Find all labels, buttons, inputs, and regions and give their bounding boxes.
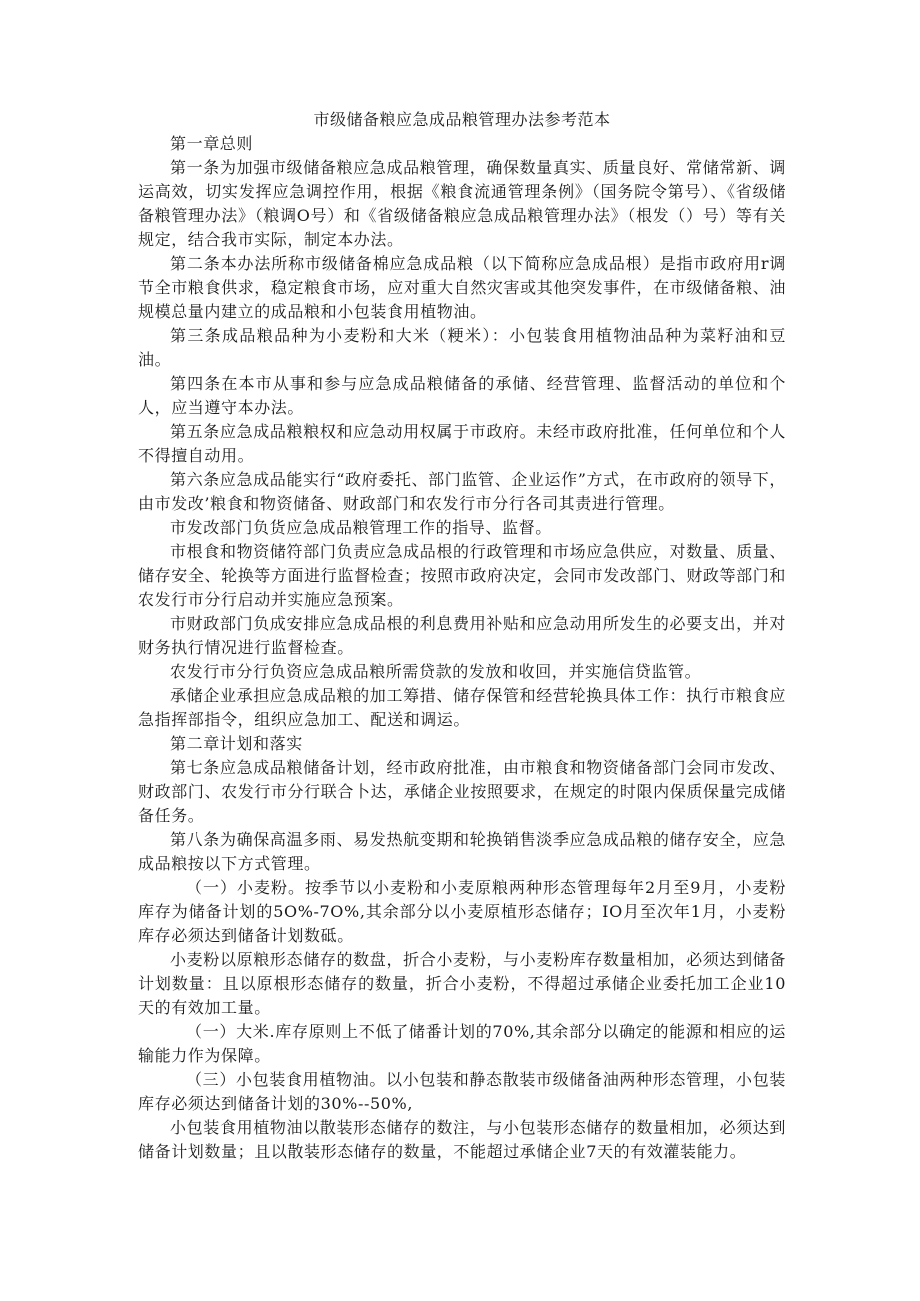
body-paragraph: 小麦粉以原粮形态储存的数盘，折合小麦粉，与小麦粉库存数量相加，必须达到储备计划数量：且以原根形态储存的数量，折合小麦粉，不得超过承储企业委托加工企业10天的有效加工量。 bbox=[138, 950, 786, 1017]
chapter-heading: 第一章总则 bbox=[170, 134, 254, 153]
body-paragraph: 市发改部门负货应急成品粮管理工作的指导、监督。 bbox=[170, 518, 552, 537]
body-paragraph: 承储企业承担应急成品粮的加工筹措、储存保管和经营轮换具体工作：执行市粮食应急指挥部指令，组织应急加工、配送和调运。 bbox=[138, 686, 786, 729]
body-paragraph: （一）小麦粉。按季节以小麦粉和小麦原粮两种形态管理每年2月至9月，小麦粉库存为储备计划的5O%-7O%,其余部分以小麦原植形态储存；IO月至次年1月，小麦粉库存必须达到储备计划数砥。 bbox=[138, 878, 786, 945]
body-paragraph: 第八条为确保高温多雨、易发热航变期和轮换销售淡季应急成品粮的储存安全，应急成品粮按以下方式管理。 bbox=[138, 830, 786, 873]
body-paragraph: 小包装食用植物油以散装形态储存的数注，与小包装形态储存的数量相加，必须达到储备计划数量；且以散装形态储存的数量，不能超过承储企业7天的有效灌装能力。 bbox=[138, 1118, 786, 1161]
body-paragraph: 第七条应急成品粮储备计划，经市政府批准，由市粮食和物资储备部门会同市发改、财政部门、农发行市分行联合卜达，承储企业按照要求，在规定的时限内保质保量完成储备任务。 bbox=[138, 758, 786, 825]
body-paragraph: 第三条成品粮品种为小麦粉和大米（粳米）：小包装食用植物油品种为菜籽油和豆油。 bbox=[138, 326, 786, 369]
body-paragraph: 第六条应急成品能实行“政府委托、部门监管、企业运作”方式，在市政府的领导下，由市发改’粮食和物资储备、财政部门和农发行市分行各司其责进行管理。 bbox=[138, 470, 786, 513]
body-paragraph: 第四条在本市从事和参与应急成品粮储备的承储、经营管理、监督活动的单位和个人，应当遵守本办法。 bbox=[138, 374, 786, 417]
body-paragraph: （三）小包装食用植物油。以小包装和静态散装市级储备油两种形态管理，小包装库存必须达到储备计划的30%--50%, bbox=[138, 1070, 786, 1113]
body-paragraph: 第一条为加强市级储备粮应急成品粮管理，确保数量真实、质量良好、常储常新、调运高效，切实发挥应急调控作用，根据《粮食流通管理条例》（国务院令第号）、《省级储备粮管理办法》（粮调O号）和《省级储备粮应急成品粮管理办法》（根发（）号）等有关规定，结合我市实际，制定本办法。 bbox=[138, 158, 786, 249]
body-paragraph: （一）大米.库存原则上不低了储番计划的70%,其余部分以确定的能源和相应的运输能力作为保障。 bbox=[138, 1022, 786, 1065]
body-paragraph: 第五条应急成品粮粮权和应急动用权属于市政府。未经市政府批准，任何单位和个人不得擅自动用。 bbox=[138, 422, 786, 465]
body-paragraph: 市根食和物资储符部门负责应急成品根的行政管理和市场应急供应，对数量、质量、储存安全、轮换等方面进行监督检查；按照市政府决定，会同市发改部门、财政等部门和农发行市分行启动并实施应急预案。 bbox=[138, 542, 786, 609]
body-paragraph: 市财政部门负成安排应急成品根的利息费用补贴和应急动用所发生的必要支出，并对财务执行情况进行监督检查。 bbox=[138, 614, 786, 657]
document-title: 市级储备粮应急成品粮管理办法参考范本 bbox=[313, 110, 611, 129]
body-paragraph: 第二条本办法所称市级储备棉应急成品粮（以下简称应急成品根）是指市政府用r调节全市粮食供求，稳定粮食市场，应对重大自然灾害或其他突发事件，在市级储备粮、油规模总量内建立的成品粮和小包装食用植物油。 bbox=[138, 254, 786, 321]
chapter-heading: 第二章计划和落实 bbox=[170, 734, 303, 753]
document-page bbox=[138, 108, 786, 1164]
document-body bbox=[138, 132, 786, 1164]
body-paragraph: 农发行市分行负资应急成品粮所需贷款的发放和收回，并实施信贷监管。 bbox=[170, 662, 702, 681]
